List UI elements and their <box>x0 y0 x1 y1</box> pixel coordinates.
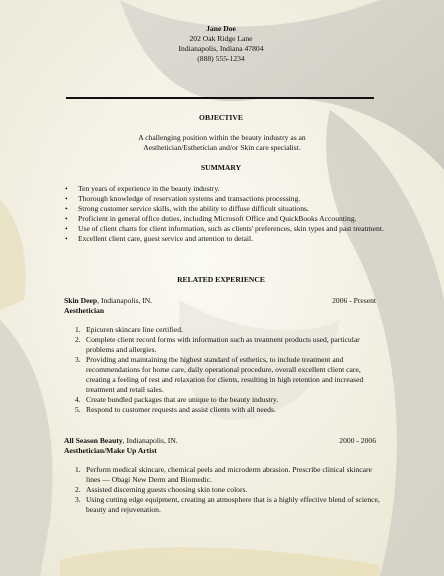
header-divider <box>66 97 374 99</box>
duty-number: 2. <box>75 335 81 345</box>
address-line-2: Indianapolis, Indiana 47804 <box>178 44 264 54</box>
experience-heading: RELATED EXPERIENCE <box>177 275 265 284</box>
summary-item: • Thorough knowledge of reservation systems and transactions processing. <box>78 194 390 204</box>
duty-number: 1. <box>75 465 81 475</box>
duty-text: Epicuren skincare line certified. <box>86 325 183 335</box>
job-dates: 2000 - 2006 <box>339 436 376 445</box>
duty-text: Assisted discerning guests choosing skin tone colors. <box>86 485 248 495</box>
duty-item <box>75 465 380 485</box>
summary-item: • Proficient in general office duties, including Microsoft Office and QuickBooks Accounting. <box>78 214 390 224</box>
job-entry <box>64 296 380 415</box>
duty-text: Complete client record forms with information such as treatment products used, particular problems and allergies. <box>86 335 360 355</box>
duty-text: Perform medical skincare, chemical peels and microderm abrasion. Prescribe clinical skincare lines — Obagi New Derm and Biomedic. <box>86 465 372 485</box>
objective-text: A challenging position within the beauty industry as an Aesthetician/Esthetician and/or Skin care specialist. <box>138 133 306 153</box>
duty-item <box>75 405 380 415</box>
company-location: , Indianapolis, IN. <box>122 436 178 445</box>
job-header <box>64 436 380 446</box>
duty-item <box>75 495 380 515</box>
address-line-1: 202 Oak Ridge Lane <box>189 34 253 44</box>
summary-heading: SUMMARY <box>200 163 242 172</box>
contact-name: Jane Doe <box>206 24 236 33</box>
job-dates: 2006 - Present <box>332 296 376 305</box>
company-location: , Indianapolis, IN. <box>97 296 153 305</box>
duty-item <box>75 355 380 395</box>
summary-item: • Use of client charts for client information, such as clients' preferences, skin types and past treatment. <box>78 224 390 234</box>
company-name: Skin Deep <box>64 296 98 305</box>
summary-item: • Ten years of experience in the beauty industry. <box>78 184 390 194</box>
summary-item: • Strong customer service skills, with the ability to diffuse difficult situations. <box>78 204 390 214</box>
duty-item <box>75 395 380 405</box>
duty-number: 4. <box>75 395 81 405</box>
duty-text: Using cutting edge equipment, creating an atmosphere that is a highly effective blend of science, beauty and rejuvenation. <box>86 495 380 515</box>
phone-number: (888) 555-1234 <box>197 54 245 64</box>
duty-number: 3. <box>75 355 81 365</box>
duty-number: 1. <box>75 325 81 335</box>
duty-text: Create bundled packages that are unique to the beauty industry. <box>86 395 279 405</box>
duty-number: 2. <box>75 485 81 495</box>
summary-item: • Excellent client care, guest service and attention to detail. <box>78 234 390 244</box>
contact-header <box>60 24 382 64</box>
job-entry <box>64 436 380 515</box>
job-header <box>64 296 380 306</box>
job-title: Aesthetician <box>64 306 105 316</box>
duty-item <box>75 485 380 495</box>
company-name: All Season Beauty <box>64 436 123 445</box>
job-title: Aesthetician/Make Up Artist <box>64 446 157 456</box>
duty-number: 3. <box>75 495 81 505</box>
duty-text: Respond to customer requests and assist clients with all needs. <box>86 405 276 415</box>
summary-list <box>64 184 390 244</box>
duty-number: 5. <box>75 405 81 415</box>
duty-text: Providing and maintaining the highest standard of esthetics, to include treatment and recommendations for home care, daily operational procedure, overall excellent client care, creating a feeling of rest and relaxation for clients, resulting in high retention and increased treatment and retail sales. <box>86 355 364 395</box>
duties-list <box>64 465 380 515</box>
duty-item <box>75 325 380 335</box>
duty-item <box>75 335 380 355</box>
duties-list <box>64 325 380 415</box>
objective-heading: OBJECTIVE <box>199 113 243 122</box>
